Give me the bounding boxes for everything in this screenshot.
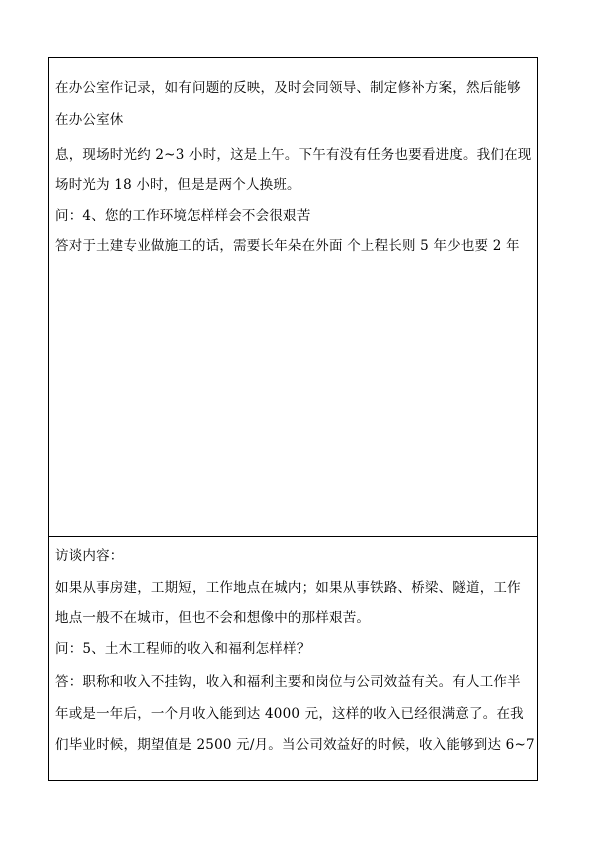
text-line: 问：4、您的工作环境怎样样会不会很艰苦 bbox=[55, 208, 311, 224]
table-cell-bottom bbox=[49, 537, 537, 780]
text-line: 答对于土建专业做施工的话，需要长年朵在外面 个上程长则 5 年少也要 2 年 bbox=[55, 238, 520, 254]
text-line: 场时光为 18 小时，但是是两个人换班。 bbox=[55, 177, 301, 193]
text-line: 年或是一年后，一个月收入能到达 4000 元，这样的收入已经很满意了。在我 bbox=[55, 706, 524, 722]
table-cell-top bbox=[49, 58, 537, 537]
text-line: 问：5、土木工程师的收入和福利怎样样？ bbox=[55, 641, 311, 657]
text-line: 息，现场时光约 2~3 小时，这是上午。下午有没有任务也要看进度。我们在现 bbox=[55, 147, 532, 163]
section-heading: 访谈内容： bbox=[55, 548, 124, 564]
interview-table bbox=[48, 57, 538, 781]
text-line: 地点一般不在城市，但也不会和想像中的那样艰苦。 bbox=[55, 610, 371, 626]
text-line: 如果从事房建，工期短，工作地点在城内；如果从事铁路、桥梁、隧道，工作 bbox=[55, 580, 521, 596]
text-line: 在办公室作记录，如有问题的反映，及时会同领导、制定修补方案，然后能够 bbox=[55, 80, 521, 96]
text-line: 在办公室休 bbox=[55, 112, 124, 128]
text-line: 们毕业时候，期望值是 2500 元/月。当公司效益好的时候，收入能够到达 6~7 bbox=[55, 737, 535, 753]
text-line: 答：职称和收入不挂钩，收入和福利主要和岗位与公司效益有关。有人工作半 bbox=[55, 674, 521, 690]
